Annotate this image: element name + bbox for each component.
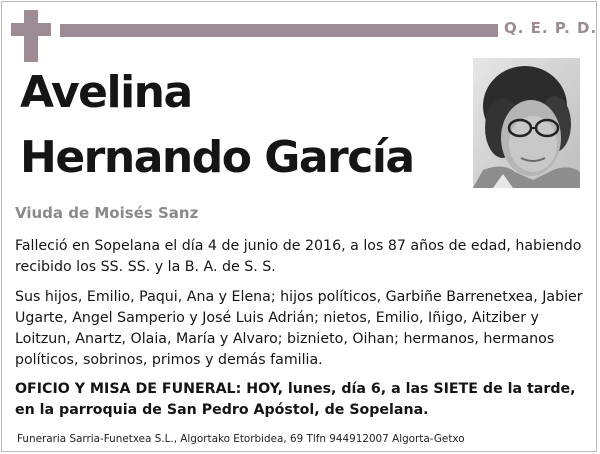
portrait-photo (473, 58, 580, 188)
cross-horizontal-bar (11, 23, 51, 36)
portrait-image (473, 58, 580, 188)
deceased-first-name: Avelina (20, 67, 192, 118)
family-paragraph: Sus hijos, Emilio, Paqui, Ana y Elena; hijos políticos, Garbiñe Barrenetxea, Jabier Ugarte, Angel Samperio y José Luis Adrián; nietos, Emilio, Iñigo, Aitziber y Loitzun, Anartz, Olaia, María y Alvaro; biznieto, Oihan; hermanos, hermanos políticos, sobrinos, primos y demás familia. (15, 289, 583, 368)
header-rule (60, 24, 498, 37)
death-notice-paragraph: Falleció en Sopelana el día 4 de junio de 2016, a los 87 años de edad, habiendo recibido los SS. SS. y la B. A. de S. S. (15, 238, 582, 275)
funeral-home-footer: Funeraria Sarria-Funetxea S.L., Algortako Etorbidea, 69 Tlfn 944912007 Algorta-Getxo (17, 433, 465, 445)
widow-of-line: Viuda de Moisés Sanz (15, 204, 199, 222)
cross-vertical-bar (24, 10, 38, 62)
deceased-surnames: Hernando García (20, 132, 414, 183)
funeral-paragraph: OFICIO Y MISA DE FUNERAL: HOY, lunes, día 6, a las SIETE de la tarde, en la parroquia de San Pedro Apóstol, de Sopelana. (15, 381, 576, 418)
qepd-label: Q. E. P. D. (504, 19, 598, 37)
